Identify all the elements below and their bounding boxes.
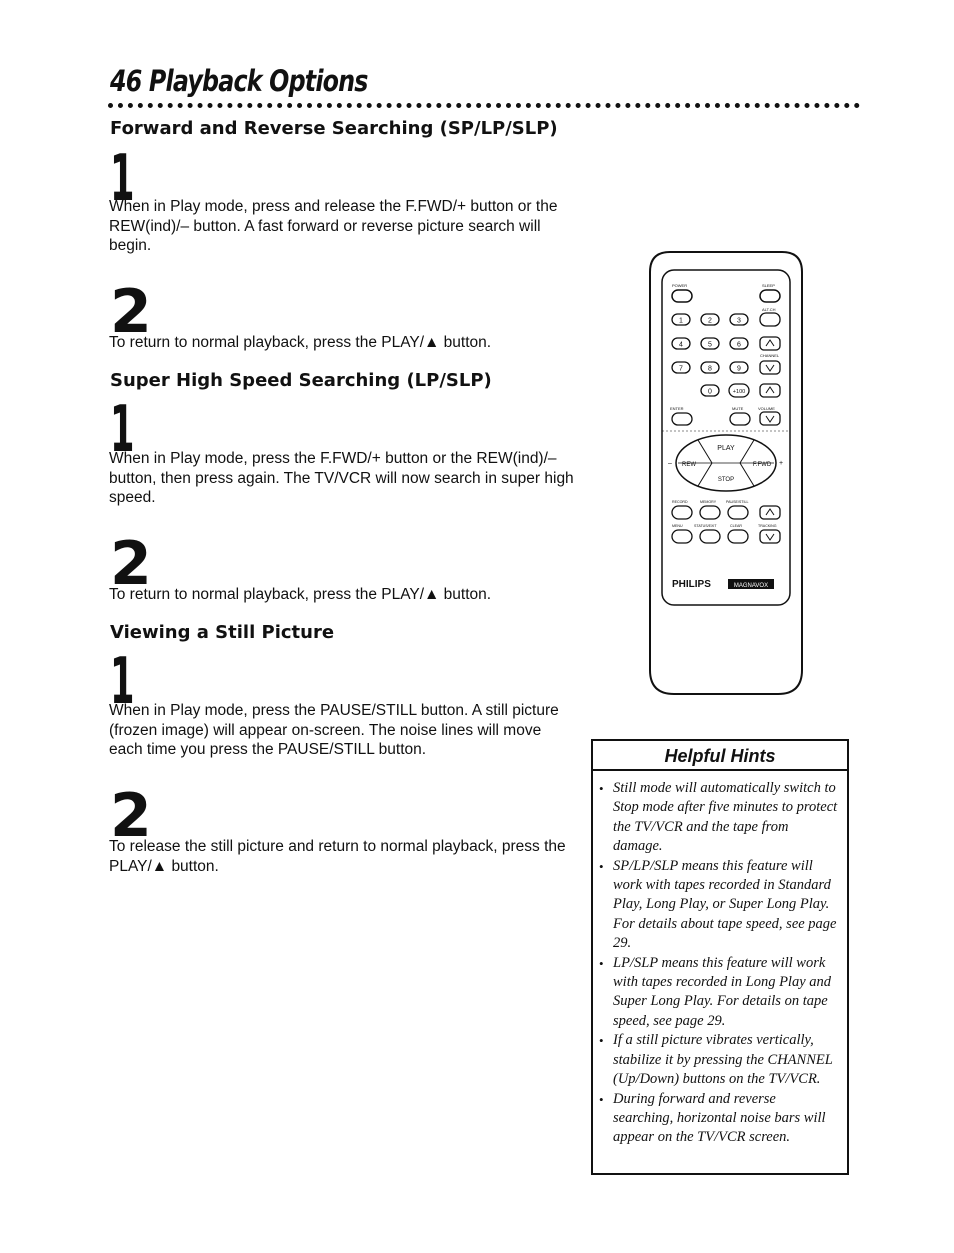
brand-logo: PHILIPS [672,579,711,590]
mute-label: MUTE [732,406,744,411]
bullet-icon: • [599,955,604,971]
plus100-label: +100 [732,389,746,395]
tracking-up-icon [766,509,774,515]
volume-down-icon [766,416,774,422]
memory-label: MEMORY [700,500,717,504]
sleep-label: SLEEP [762,283,775,288]
menu-label: MENU [672,524,683,528]
step-text: To return to normal playback, press the PLAY/▲ button. [109,586,492,603]
digit-9-label: 9 [737,365,741,373]
channel-down-icon [766,365,774,371]
helpful-hints-list [593,771,847,1148]
digit-row-1 [672,307,780,326]
hint-item: • During forward and reverse searching, horizontal noise bars will appear on the TV/VCR screen. [599,1090,826,1146]
volume-down-button[interactable] [760,412,780,425]
alt-ch-label: ALT.CH [762,307,776,312]
helpful-hints-title: Helpful Hints [593,741,847,771]
tracking-up-button[interactable] [760,506,780,519]
step-number: 1 [110,393,135,467]
memory-button[interactable] [700,506,720,519]
step-text: To release the still picture and return to normal playback, press the PLAY/▲ button. [109,838,566,875]
step-text: To return to normal playback, press the PLAY/▲ button. [109,334,492,351]
record-button[interactable] [672,506,692,519]
digit-3-label: 3 [737,317,741,325]
step-text: When in Play mode, press the PAUSE/STILL button. A still picture (frozen image) will appear on-screen. The noise lines will move each time you press the PAUSE/STILL button. [109,702,559,758]
status-exit-button[interactable] [700,530,720,543]
sub-brand-logo: MAGNAVOX [733,583,769,589]
dotted-divider [108,103,860,108]
bullet-icon: • [599,1033,604,1049]
section-heading-super-high-speed: Super High Speed Searching (LP/SLP) [110,370,492,391]
channel-label: CHANNEL [760,353,780,358]
digit-row-3 [672,361,780,374]
digit-row-2 [672,337,780,358]
minus-sign: – [668,460,672,467]
pause-still-button[interactable] [728,506,748,519]
step-text: When in Play mode, press the F.FWD/+ button or the REW(ind)/– button, then press again. The TV/VCR will now search in super high speed. [109,450,574,506]
status-label: STATUS/EXIT [694,524,717,528]
page-title: 46 Playback Options [110,64,368,98]
play-button[interactable]: PLAY [717,445,735,452]
record-label: RECORD [672,500,688,504]
clear-button[interactable] [728,530,748,543]
bullet-icon: • [599,858,604,874]
transport-cluster [668,435,783,491]
digit-7-label: 7 [679,365,683,373]
step-number: 2 [110,277,152,347]
hint-item: • LP/SLP means this feature will work with tapes recorded in Long Play and Super Long Play. For details on tape speed, see page 29. [599,954,832,1029]
rew-button[interactable]: REW [682,462,696,468]
digit-6-label: 6 [737,341,741,349]
power-label: POWER [672,283,688,288]
remote-control-illustration [648,250,804,695]
step-number: 2 [110,781,152,851]
hint-item: • SP/LP/SLP means this feature will work with tapes recorded in Standard Play, Long Play, or Super Long Play. For details about tape speed, see page 29. [599,857,837,952]
pause-label: PAUSE/STILL [726,500,749,504]
bullet-icon: • [599,1091,604,1107]
ffwd-button[interactable]: F.FWD [752,462,772,468]
hint-item: • If a still picture vibrates vertically, stabilize it by pressing the CHANNEL (Up/Down) buttons on the TV/VCR. [599,1032,833,1088]
power-button[interactable] [672,290,692,302]
channel-up-icon [766,340,774,346]
digit-2-label: 2 [708,317,712,325]
tracking-label: TRACKING [758,524,777,528]
step-number: 1 [110,645,135,719]
step-number: 2 [110,529,152,599]
alt-ch-button[interactable] [760,313,780,326]
mute-button[interactable] [730,413,750,425]
enter-button[interactable] [672,413,692,425]
menu-button[interactable] [672,530,692,543]
hint-item: • Still mode will automatically switch to Stop mode after five minutes to protect the TV/VCR and the tape from damage. [599,780,838,855]
helpful-hints-box [591,739,849,1175]
plus-sign: + [779,460,784,467]
tracking-down-button[interactable] [760,530,780,543]
sleep-button[interactable] [760,290,780,302]
digit-5-label: 5 [708,341,712,349]
volume-up-button[interactable] [760,384,780,397]
stop-button[interactable]: STOP [717,477,735,483]
bullet-icon: • [599,781,604,796]
volume-up-icon [766,387,774,393]
digit-1-label: 1 [679,317,683,325]
enter-label: ENTER [670,406,684,411]
volume-label: VOLUME [758,406,775,411]
channel-down-button[interactable] [760,361,780,374]
section-heading-still-picture: Viewing a Still Picture [110,622,335,643]
digit-8-label: 8 [708,365,712,373]
step-number: 1 [110,142,135,216]
section-heading-forward-reverse: Forward and Reverse Searching (SP/LP/SLP) [110,118,558,139]
digit-0-label: 0 [708,388,712,396]
clear-label: CLEAR [730,524,742,528]
step-text: When in Play mode, press and release the F.FWD/+ button or the REW(ind)/– button. A fast forward or reverse picture search will begin. [109,198,558,254]
channel-up-button[interactable] [760,337,780,350]
tracking-down-icon [766,534,774,540]
digit-4-label: 4 [679,341,683,349]
